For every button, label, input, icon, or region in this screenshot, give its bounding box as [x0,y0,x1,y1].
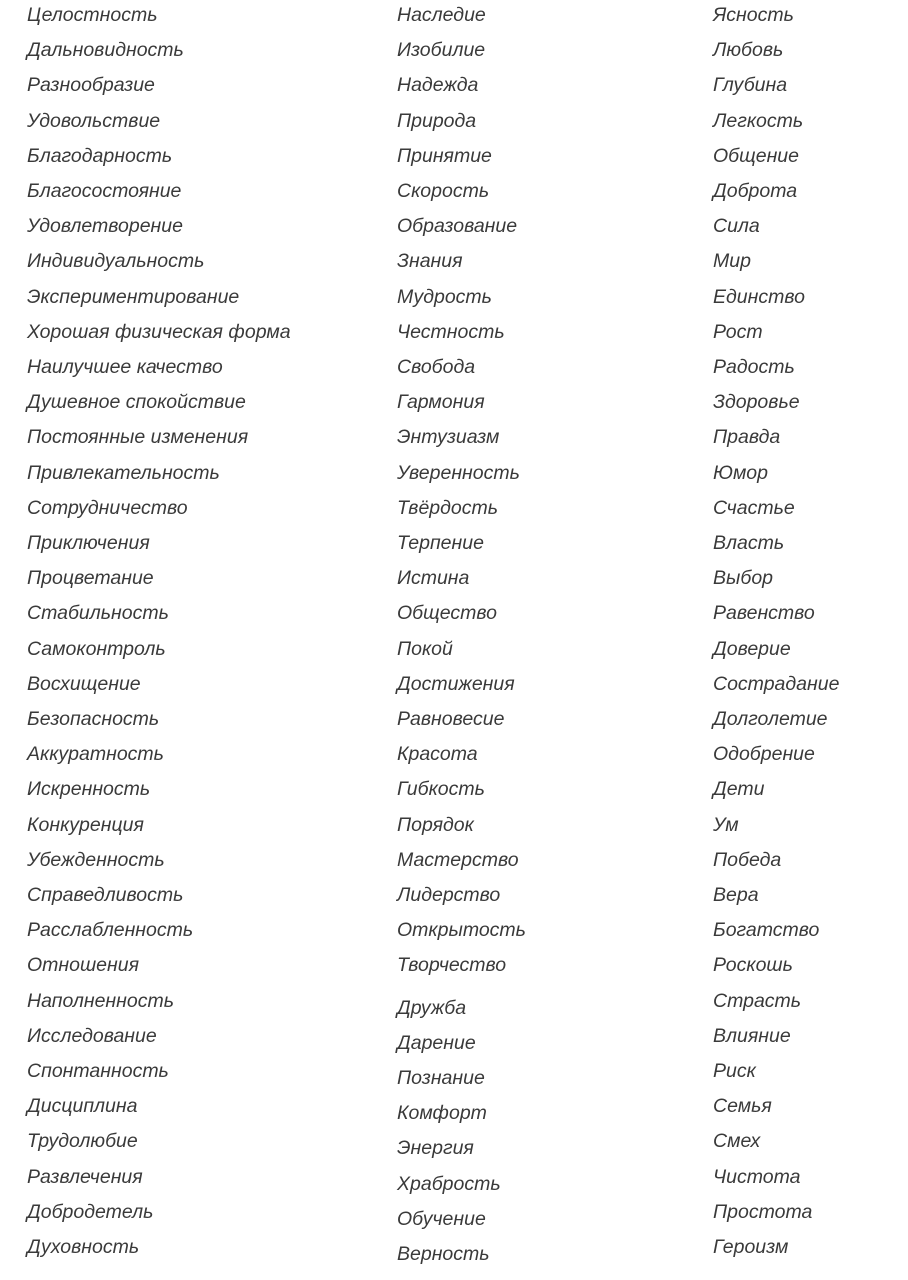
value-word: Легкость [713,109,804,132]
value-word: Наполненность [27,989,174,1012]
value-word: Чистота [713,1165,801,1188]
value-word: Душевное спокойствие [27,391,246,414]
value-word: Твёрдость [397,496,499,519]
value-word: Отношения [27,954,140,977]
value-word: Общество [397,602,497,625]
value-word: Семья [713,1095,772,1118]
value-word: Справедливость [27,884,184,906]
value-word: Гармония [397,391,485,414]
value-word: Верность [397,1243,490,1265]
value-word: Конкуренция [27,813,144,836]
value-word: Рост [713,320,763,343]
value-word: Правда [713,426,781,449]
value-word: Надежда [397,74,479,97]
value-word: Развлечения [27,1165,143,1188]
value-word: Долголетие [713,708,828,730]
value-word: Любовь [713,39,784,62]
value-word: Дальновидность [27,39,184,62]
value-word: Роскошь [713,954,793,977]
value-word: Стабильность [27,602,169,625]
value-word: Героизм [713,1236,789,1258]
value-word: Духовность [27,1236,140,1258]
value-word: Открытость [397,919,526,942]
value-word: Постоянные изменения [27,426,249,449]
value-word: Удовольствие [27,109,161,132]
value-word: Благодарность [27,144,173,167]
value-word: Одобрение [713,743,815,766]
value-word: Дарение [397,1031,476,1054]
value-word: Радость [713,356,795,378]
value-word: Лидерство [397,884,501,906]
value-word: Гибкость [397,778,485,801]
value-word: Изобилие [397,39,486,62]
value-word: Знания [397,250,463,273]
value-word: Дети [713,778,765,801]
value-word: Мудрость [397,285,492,308]
value-word: Хорошая физическая форма [27,320,291,343]
value-word: Победа [713,848,782,871]
value-word: Комфорт [397,1102,487,1125]
value-word: Благосостояние [27,180,182,202]
value-word: Самоконтроль [27,637,166,660]
value-word: Целостность [27,4,158,26]
value-word: Доброта [713,180,798,202]
value-word: Трудолюбие [27,1130,138,1153]
value-word: Дружба [397,996,467,1019]
value-word: Выбор [713,567,774,590]
value-word: Терпение [397,532,484,554]
value-word: Исследование [27,1024,157,1047]
value-word: Образование [397,215,518,238]
value-word: Искренность [27,778,151,801]
value-word: Привлекательность [27,461,220,484]
value-word: Обучение [397,1207,486,1230]
value-word: Приключения [27,532,150,554]
value-word: Страсть [713,989,802,1012]
value-word: Богатство [713,919,820,942]
value-word: Здоровье [713,391,800,414]
value-word: Удовлетворение [27,215,183,238]
value-word: Скорость [397,180,490,202]
value-word: Энтузиазм [397,426,500,449]
value-word: Счастье [713,496,795,519]
value-word: Мастерство [397,848,519,871]
value-word: Уверенность [397,461,520,484]
value-word: Ясность [713,4,794,26]
value-word: Дисциплина [27,1095,138,1118]
value-word: Честность [397,320,505,343]
value-word: Экспериментирование [27,285,240,308]
value-word: Наследие [397,4,486,26]
value-word: Наилучшее качество [27,356,223,378]
value-word: Равенство [713,602,815,625]
value-word: Природа [397,109,477,132]
value-word: Добродетель [27,1200,154,1223]
value-word: Влияние [713,1024,791,1047]
value-word: Глубина [713,74,788,97]
value-word: Вера [713,884,759,906]
value-word: Энергия [397,1137,474,1160]
value-word: Равновесие [397,708,505,730]
value-word: Смех [713,1130,761,1153]
value-word: Единство [713,285,805,308]
value-word: Сострадание [713,672,840,695]
value-word: Риск [713,1060,756,1082]
value-word: Спонтанность [27,1060,169,1082]
value-word: Сила [713,215,760,238]
value-word: Достижения [397,672,515,695]
value-word: Познание [397,1067,485,1089]
value-word: Власть [713,532,785,554]
value-word: Порядок [397,813,474,836]
value-word: Безопасность [27,708,160,730]
value-word: Простота [713,1200,813,1223]
value-word: Аккуратность [27,743,164,766]
value-word: Свобода [397,356,476,378]
value-word: Восхищение [27,672,141,695]
value-word: Процветание [27,567,154,590]
value-word: Красота [397,743,478,766]
value-word: Ум [713,813,739,836]
value-word: Разнообразие [27,74,155,97]
value-word: Убежденность [27,848,165,871]
value-word: Принятие [397,144,492,167]
value-word: Храбрость [397,1172,501,1195]
value-word: Юмор [713,461,768,484]
value-word: Творчество [397,954,507,977]
value-word: Покой [397,637,453,660]
value-word: Индивидуальность [27,250,205,273]
value-word: Истина [397,567,470,590]
value-word: Доверие [713,637,791,660]
value-word: Мир [713,250,751,273]
value-word: Общение [713,144,799,167]
value-word: Расслабленность [27,919,194,942]
value-word: Сотрудничество [27,496,188,519]
